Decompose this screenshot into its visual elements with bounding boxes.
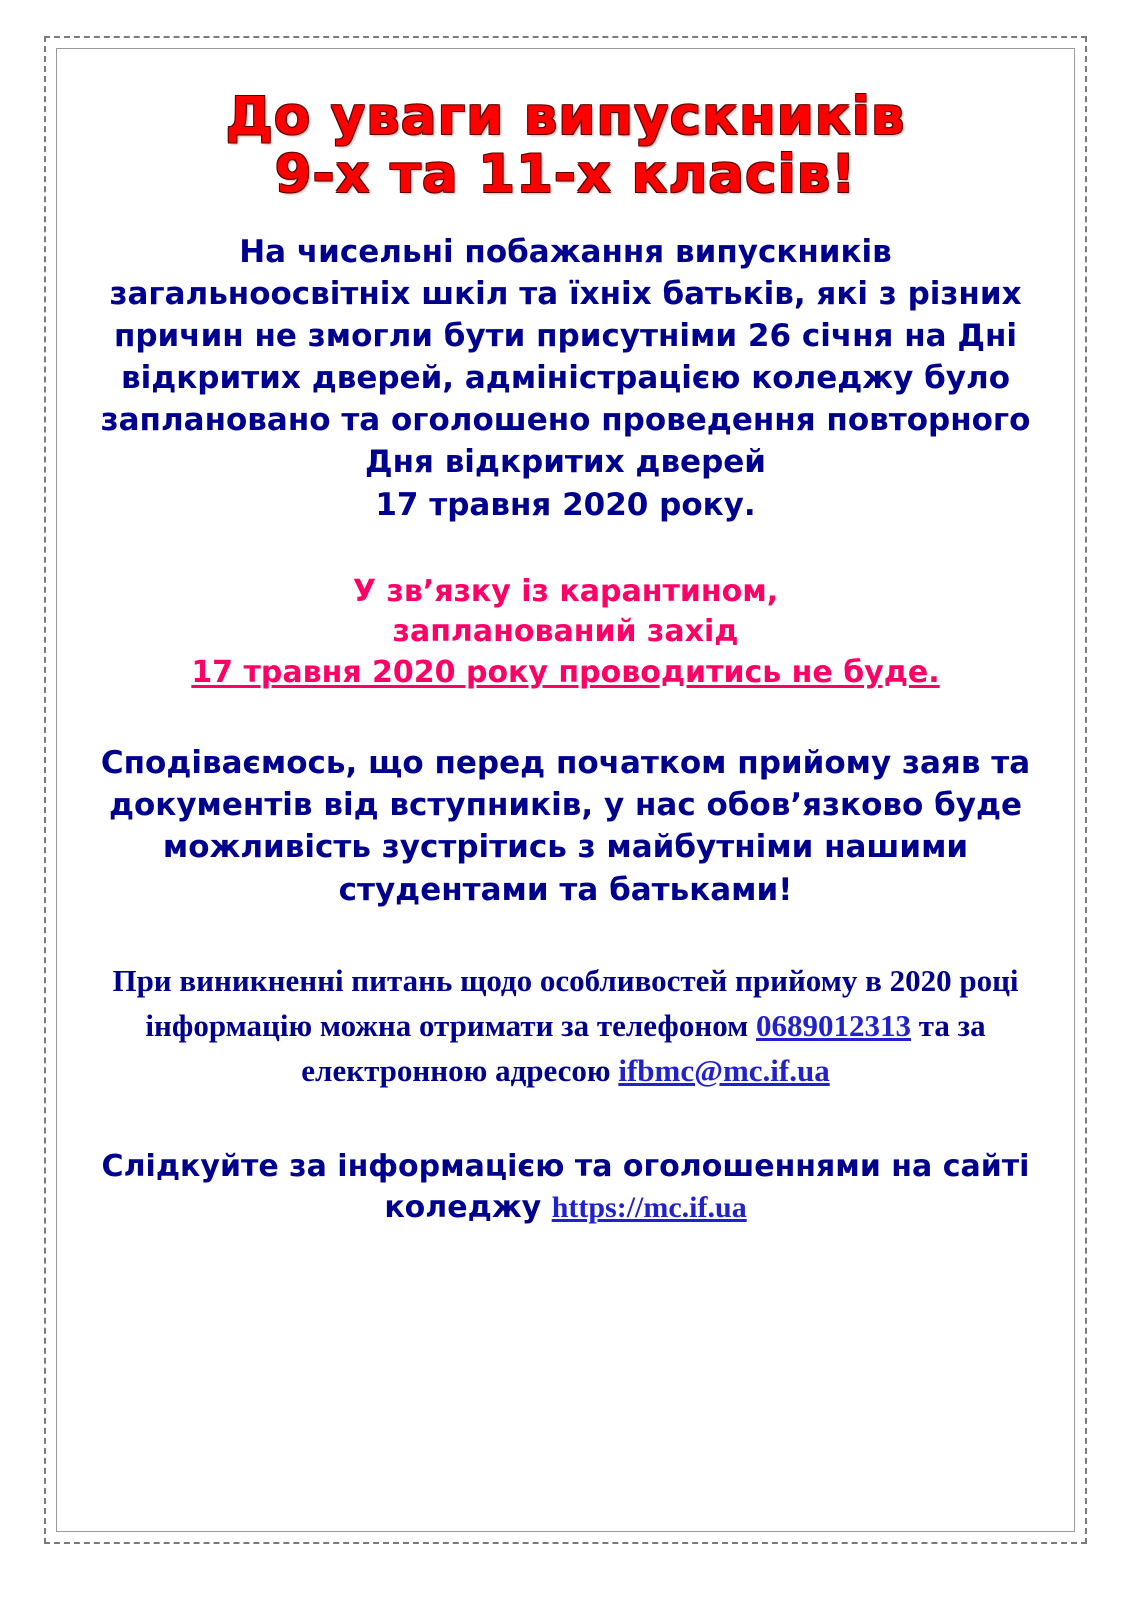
website-link[interactable]: https://mc.if.ua [551,1190,747,1224]
phone-link[interactable]: 0689012313 [756,1007,911,1043]
page-title [88,88,1043,205]
poster-content [26,30,1105,1228]
contact-text-before-phone: При виникненні питань щодо особливостей прийому в 2020 році інформацію можна отримати за телефоном [112,962,1019,1043]
follow-text: Слідкуйте за інформацією та оголошеннями на сайті коледжу [101,1148,1030,1225]
follow-paragraph [88,1146,1043,1229]
quarantine-notice [88,572,1043,694]
hope-paragraph: Сподіваємось, що перед початком прийому заяв та документів від вступників, у нас обов’язково буде можливість зустрітись з майбутніми нашими студентами та батьками! [100,745,1031,908]
email-link[interactable]: ifbmc@mc.if.ua [618,1052,830,1088]
quarantine-line-1: У зв’язку із карантином, [352,573,779,609]
quarantine-line-3: 17 травня 2020 року проводитись не буде. [191,655,940,691]
intro-date: 17 травня 2020 року. [375,486,756,523]
title-line-1: До уваги випускників [225,86,906,147]
contact-paragraph [88,959,1043,1094]
intro-paragraph [88,231,1043,526]
title-line-2: 9-х та 11-х класів! [274,144,857,206]
contact-text-after-phone: та за електронною адресою [301,1007,986,1088]
quarantine-line-2: запланований захід [392,614,739,650]
intro-text: На чисельні побажання випускників загальноосвітніх шкіл та їхніх батьків, які з різних причин не змогли бути присутніми 26 січня на Дні відкритих дверей, адміністрацією коледжу було заплановано та оголошено проведення повторного Дня відкритих дверей [100,233,1031,481]
